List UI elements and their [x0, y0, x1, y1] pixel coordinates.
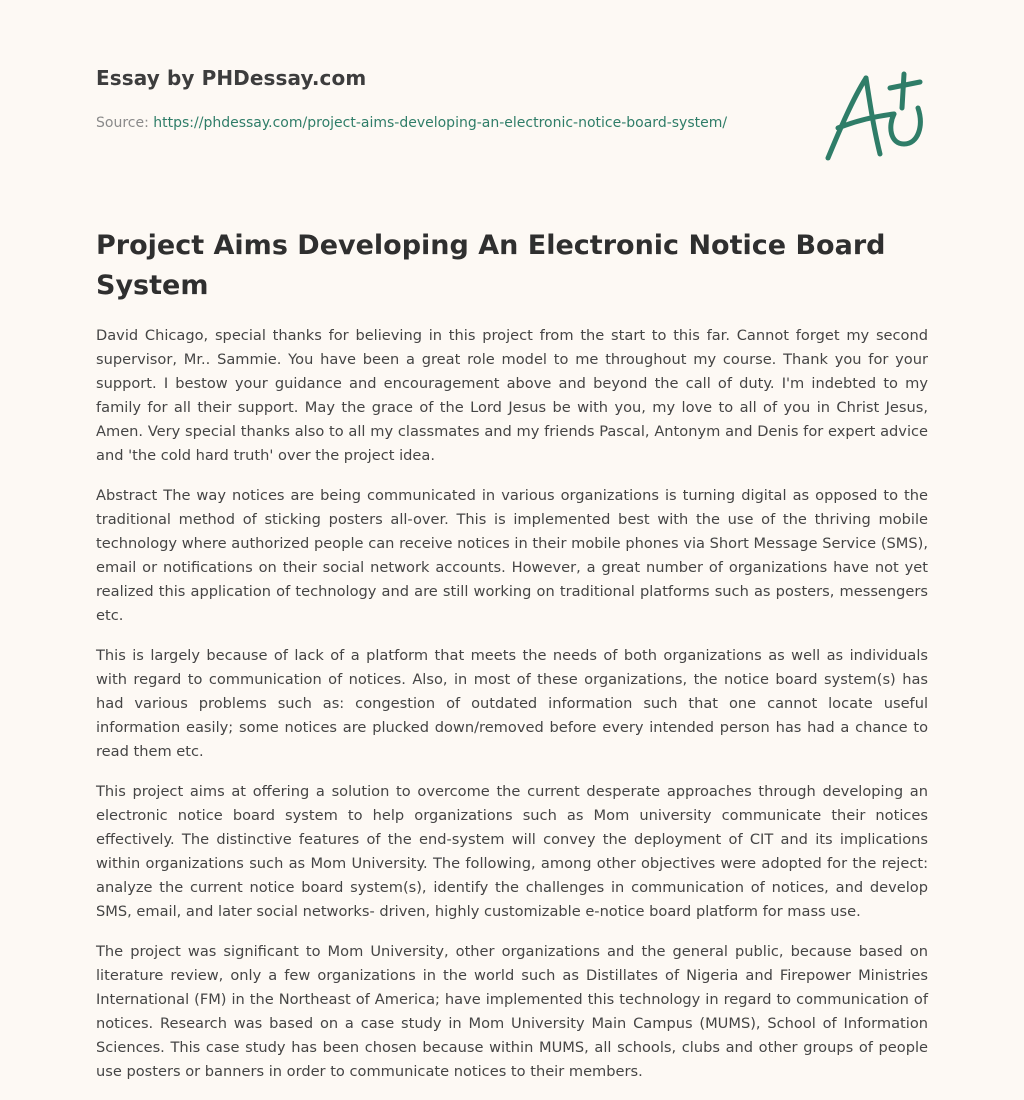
essay-paragraph: The project was significant to Mom University, other organizations and the general public, because based on literature review, only a few organizations in the world such as Distillates of Nigeria and Firepower Ministries International (FM) in the Northeast of America; have implemented this technology in regard to communication of notices. Research was based on a case study in Mom University Main Campus (MUMS), School of Information Sciences. This case study has been chosen because within MUMS, all schools, clubs and other groups of people use posters or banners in order to communicate notices to their members.: [96, 943, 928, 1080]
essay-paragraph: David Chicago, special thanks for believing in this project from the start to this far. Cannot forget my second supervisor, Mr.. Sammie. You have been a great role model to me throughout my course. Thank you for your support. I bestow your guidance and encouragement above and beyond the call of duty. I'm indebted to my family for all their support. May the grace of the Lord Jesus be with you, my love to all of you in Christ Jesus, Amen. Very special thanks also to all my classmates and my friends Pascal, Antonym and Denis for expert advice and 'the cold hard truth' over the project idea.: [96, 327, 928, 464]
source-line: [96, 112, 736, 134]
essay-paragraph: Abstract The way notices are being communicated in various organizations is turning digital as opposed to the traditional method of sticking posters all-over. This is implemented best with the use of the thriving mobile technology where authorized people can receive notices in their mobile phones via Short Message Service (SMS), email or notifications on their social network accounts. However, a great number of organizations have not yet realized this application of technology and are still working on traditional platforms such as posters, messengers etc.: [96, 487, 928, 624]
source-label: Source:: [96, 115, 154, 131]
source-link[interactable]: https://phdessay.com/project-aims-developing-an-electronic-notice-board-system/: [153, 115, 728, 131]
essay-paragraph: This project aims at offering a solution to overcome the current desperate approaches through developing an electronic notice board system to help organizations such as Mom university communicate their notices effectively. The distinctive features of the end-system will convey the deployment of CIT and its implications within organizations such as Mom University. The following, among other objectives were adopted for the reject: analyze the current notice board system(s), identify the challenges in communication of notices, and develop SMS, email, and later social networks- driven, highly customizable e-notice board platform for mass use.: [96, 783, 928, 920]
site-brand: Essay by PHDessay.com: [96, 66, 367, 90]
essay-title: Project Aims Developing An Electronic Notice Board System: [96, 230, 886, 301]
essay-paragraph: This is largely because of lack of a platform that meets the needs of both organizations as well as individuals with regard to communication of notices. Also, in most of these organizations, the notice board system(s) has had various problems such as: congestion of outdated information such that one cannot locate useful information easily; some notices are plucked down/removed before every intended person has had a chance to read them etc.: [96, 647, 928, 760]
a-plus-logo-icon: [818, 64, 930, 168]
essay-body: [96, 324, 928, 1100]
